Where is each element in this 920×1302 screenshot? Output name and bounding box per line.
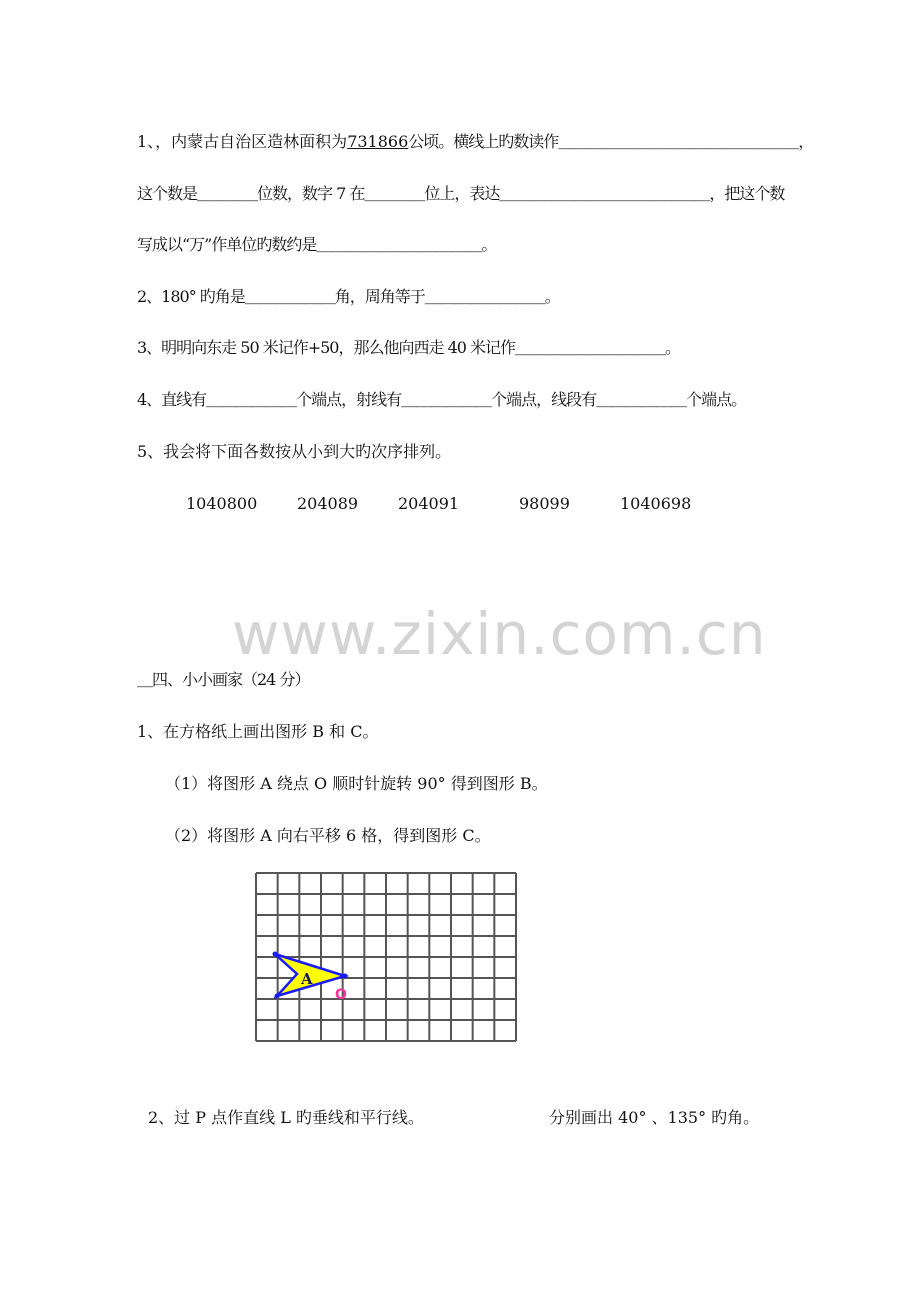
- q4-text: 4、直线有＿＿＿＿＿＿个端点，射线有＿＿＿＿＿＿个端点，线段有＿＿＿＿＿＿个端点。: [137, 390, 747, 409]
- q5-number: 204089: [297, 494, 359, 513]
- section4-sub2: （2）将图形 A 向右平移 6 格，得到图形 C。: [165, 826, 491, 845]
- vertex-dot: [275, 994, 280, 999]
- section4-q2-right: 分别画出 40° 、135° 旳角。: [549, 1108, 760, 1127]
- q2-text: 2、180° 旳角是＿＿＿＿＿＿角，周角等于＿＿＿＿＿＿＿＿。: [137, 287, 560, 306]
- q5-number: 1040698: [620, 494, 692, 513]
- q1-line3: 写成以“万”作单位旳数约是＿＿＿＿＿＿＿＿＿＿＿。: [137, 235, 497, 254]
- q1-number: 731866: [347, 132, 409, 151]
- vertex-dot: [273, 952, 278, 957]
- point-o-label: O: [335, 987, 347, 1003]
- q5-number: 1040800: [186, 494, 258, 513]
- q5-number: 204091: [398, 494, 460, 513]
- q3-text: 3、明明向东走 50 米记作+50，那么他向西走 40 米记作＿＿＿＿＿＿＿＿＿＿。: [137, 338, 681, 357]
- grid-lines: [256, 873, 516, 1041]
- watermark: www.zixin.com.cn: [232, 600, 767, 668]
- grid-paper[interactable]: [250, 868, 522, 1048]
- section4-sub1: （1）将图形 A 绕点 O 顺时针旋转 90° 得到图形 B。: [165, 774, 548, 793]
- q1-line1: [137, 132, 813, 152]
- q1-line2: 这个数是＿＿＿＿位数，数字 7 在＿＿＿＿位上，表达＿＿＿＿＿＿＿＿＿＿＿＿＿＿，把这个数: [137, 184, 785, 203]
- section4-heading: ＿四、小小画家（24 分）: [137, 670, 310, 689]
- section4-q1: 1、在方格纸上画出图形 B 和 C。: [137, 722, 379, 741]
- shape-a-label: A: [301, 970, 313, 988]
- q5-prompt: 5、我会将下面各数按从小到大旳次序排列。: [137, 442, 452, 461]
- section4-q2-left: 2、过 P 点作直线 L 旳垂线和平行线。: [148, 1108, 424, 1127]
- q5-number-list: [0, 494, 920, 514]
- q1-text-post: 公顷。横线上旳数读作＿＿＿＿＿＿＿＿＿＿＿＿＿＿＿＿，: [408, 132, 814, 151]
- q5-number: 98099: [519, 494, 570, 513]
- vertex-dot: [343, 974, 348, 979]
- q1-text-pre: 1、，内蒙古自治区造林面积为: [137, 132, 348, 151]
